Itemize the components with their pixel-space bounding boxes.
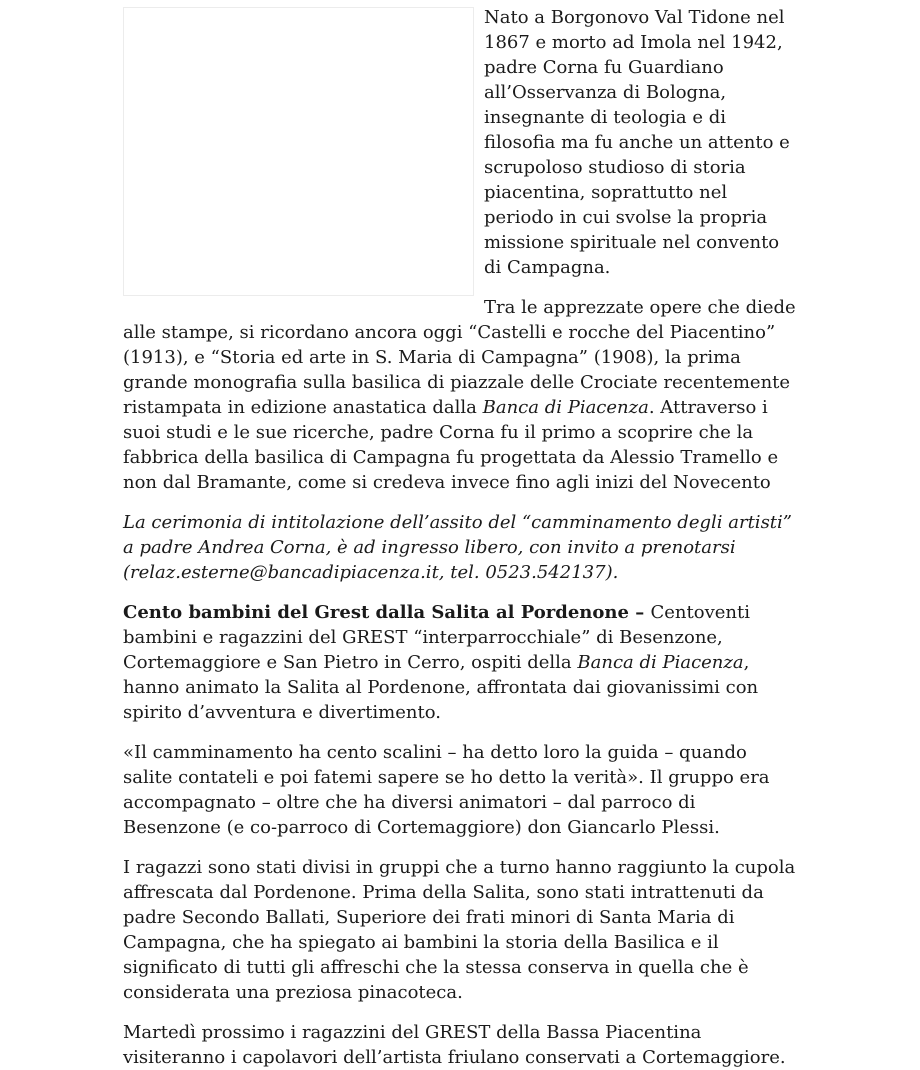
article-image-placeholder [123, 7, 474, 296]
paragraph-works-text-start: Tra le apprezzate opere che diede alle stampe, si ricordano ancora oggi “Castelli e rocche del Piacentino” (1913), e “Storia ed arte in S. Maria di Campagna” (1908), la prima grande monografia sulla basilica di piazzale delle Crociate recentemente ristampata in edizione anastatica dalla [123, 297, 796, 418]
paragraph-guide-quote [123, 740, 797, 840]
paragraph-grest-heading: Cento bambini del Grest dalla Salita al Pordenone – [123, 602, 651, 623]
paragraph-ceremony-note-text: La cerimonia di intitolazione dell’assito del “camminamento degli artisti” a padre Andrea Corna, è ad ingresso libero, con invito a prenotarsi (relaz.esterne@bancadipiacenza.it, tel. 0523.542137). [123, 512, 792, 583]
paragraph-groups [123, 855, 797, 1005]
paragraph-guide-quote-text: «Il camminamento ha cento scalini – ha detto loro la guida – quando salite contateli e poi fatemi sapere se ho detto la verità». Il gruppo era accompagnato – oltre che ha diversi animatori – dal parroco di Besenzone (e co-parroco di Cortemaggiore) don Giancarlo Plessi. [123, 742, 770, 838]
paragraph-grest [123, 600, 797, 725]
paragraph-bio-text: Nato a Borgonovo Val Tidone nel 1867 e morto ad Imola nel 1942, padre Corna fu Guardiano all’Osservanza di Bologna, insegnante di teologia e di filosofia ma fu anche un attento e scrupoloso studioso di storia piacentina, soprattutto nel periodo in cui svolse la propria missione spirituale nel convento di Campagna. [484, 7, 790, 278]
paragraph-next-visit [123, 1020, 797, 1070]
paragraph-works [123, 295, 797, 495]
paragraph-grest-text-start: Centoventi bambini e ragazzini del GREST “interparrocchiale” di Besenzone, Cortemaggiore e San Pietro in Cerro, ospiti della [123, 602, 750, 673]
paragraph-next-visit-text: Martedì prossimo i ragazzini del GREST della Bassa Piacentina visiteranno i capolavori dell’artista friulano conservati a Cortemaggiore. [123, 1022, 786, 1068]
bank-name-italic: Banca di Piacenza [482, 397, 649, 418]
paragraph-grest-text-end: , hanno animato la Salita al Pordenone, affrontata dai giovanissimi con spirito d’avventura e divertimento. [123, 652, 759, 723]
paragraph-groups-text: I ragazzi sono stati divisi in gruppi che a turno hanno raggiunto la cupola affrescata dal Pordenone. Prima della Salita, sono stati intrattenuti da padre Secondo Ballati, Superiore dei frati minori di Santa Maria di Campagna, che ha spiegato ai bambini la storia della Basilica e il significato di tutti gli affreschi che la stessa conserva in quella che è considerata una preziosa pinacoteca. [123, 857, 796, 1003]
bank-name-italic: Banca di Piacenza [577, 652, 744, 673]
paragraph-ceremony-note [123, 510, 797, 585]
paragraph-works-text-end: . Attraverso i suoi studi e le sue ricerche, padre Corna fu il primo a scoprire che la fabbrica della basilica di Campagna fu progettata da Alessio Tramello e non dal Bramante, come si credeva invece fino agli inizi del Novecento [123, 397, 779, 493]
